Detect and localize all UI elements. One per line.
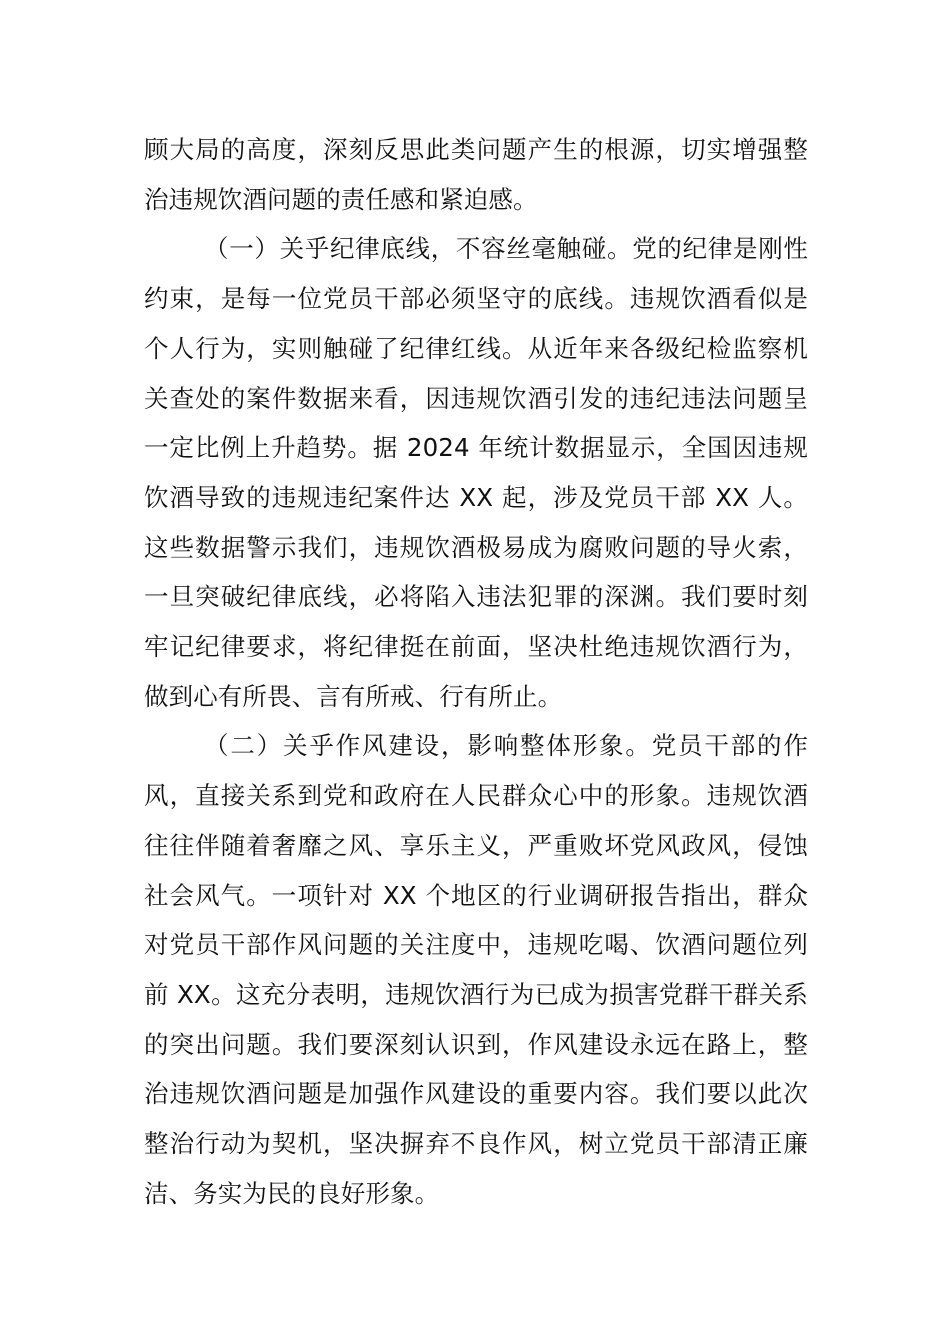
document-body	[144, 125, 808, 1218]
paragraph-continuation: 顾大局的高度，深刻反思此类问题产生的根源，切实增强整治违规饮酒问题的责任感和紧迫感。	[144, 135, 808, 214]
paragraph-discipline: （一）关乎纪律底线，不容丝毫触碰。党的纪律是刚性约束，是每一位党员干部必须坚守的底线。违规饮酒看似是个人行为，实则触碰了纪律红线。从近年来各级纪检监察机关查处的案件数据来看，因违规饮酒引发的违纪违法问题呈一定比例上升趋势。据 2024 年统计数据显示，全国因违规饮酒导致的违规违纪案件达 XX 起，涉及党员干部 XX 人。这些数据警示我们，违规饮酒极易成为腐败问题的导火索，一旦突破纪律底线，必将陷入违法犯罪的深渊。我们要时刻牢记纪律要求，将纪律挺在前面，坚决杜绝违规饮酒行为，做到心有所畏、言有所戒、行有所止。	[144, 234, 808, 711]
paragraph-work-style: （二）关乎作风建设，影响整体形象。党员干部的作风，直接关系到党和政府在人民群众心中的形象。违规饮酒往往伴随着奢靡之风、享乐主义，严重败坏党风政风，侵蚀社会风气。一项针对 XX 个地区的行业调研报告指出，群众对党员干部作风问题的关注度中，违规吃喝、饮酒问题位列前 XX。这充分表明，违规饮酒行为已成为损害党群干群关系的突出问题。我们要深刻认识到，作风建设永远在路上，整治违规饮酒问题是加强作风建设的重要内容。我们要以此次整治行动为契机，坚决摒弃不良作风，树立党员干部清正廉洁、务实为民的良好形象。	[144, 731, 808, 1208]
